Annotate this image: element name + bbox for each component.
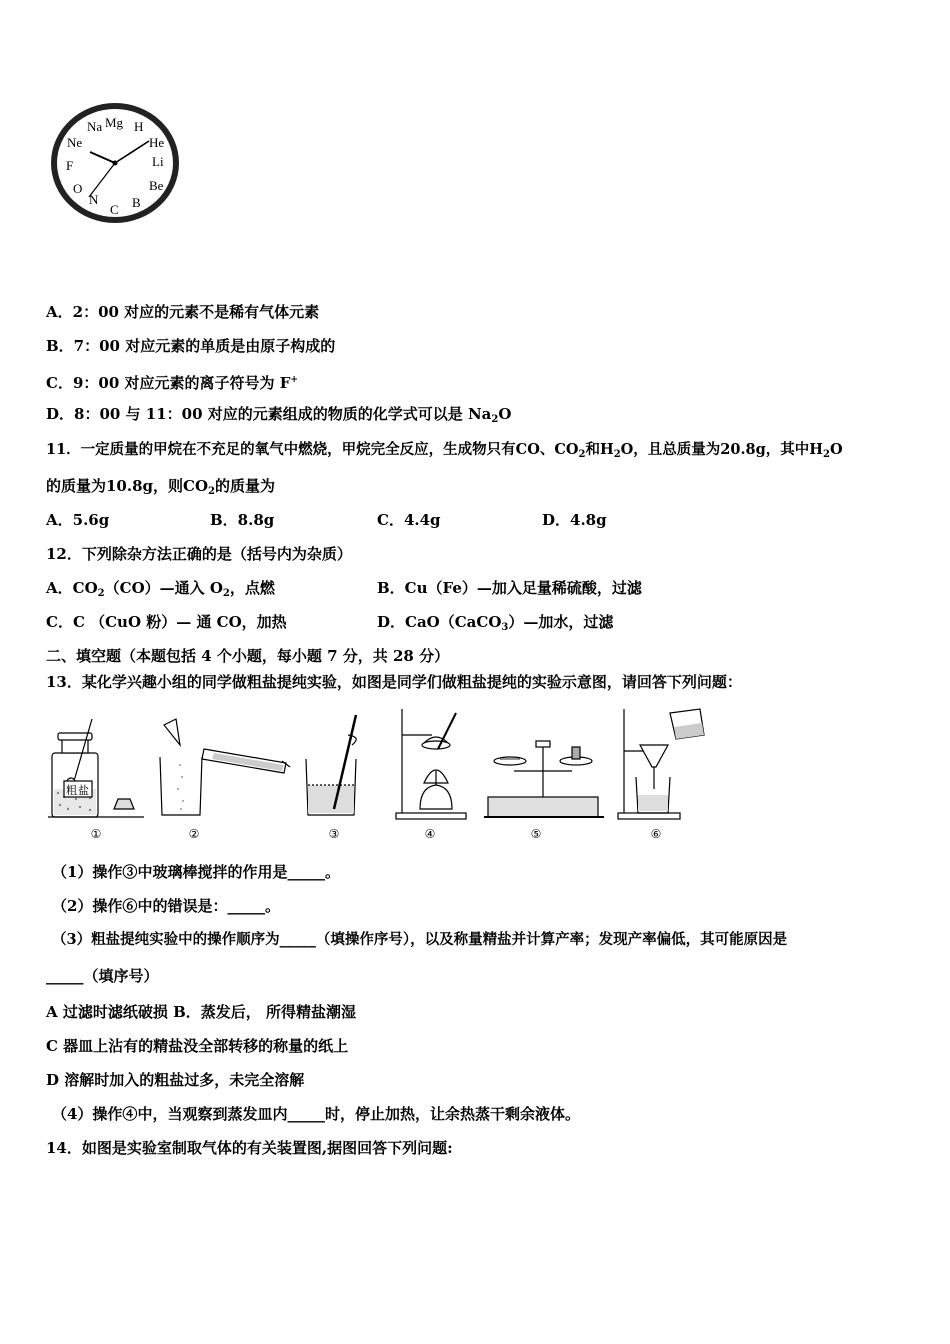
q14-stem: 14．如图是实验室制取气体的有关装置图,据图回答下列问题: xyxy=(46,1139,453,1157)
q13-sub-3-line2: _____（填序号） xyxy=(46,967,159,985)
q11-option-a: A．5.6g xyxy=(46,511,110,529)
caption-step-2: ② xyxy=(188,827,200,841)
clock-label-h: H xyxy=(134,119,144,134)
step-6-filtering xyxy=(618,709,704,819)
q13-sub-3-line1: （3）粗盐提纯实验中的操作顺序为_____（填操作序号），以及称量精盐并计算产率；发现产率偏低，其可能原因是 xyxy=(52,931,788,948)
caption-step-1: ① xyxy=(90,827,102,841)
clock-label-ne: Ne xyxy=(67,135,83,150)
q11-stem-line1: 11．一定质量的甲烷在不充足的氧气中燃烧，甲烷完全反应，生成物只有CO、$CO_2$和$H_2O$，且总质量为20.8g，其中$H_2O$ xyxy=(46,441,843,460)
q13-option-d: D 溶解时加入的粗盐过多，未完全溶解 xyxy=(46,1071,305,1089)
q12-option-c: C．C （CuO 粉）— 通 CO，加热 xyxy=(46,613,287,631)
q10-option-b: B．7：00 对应元素的单质是由原子构成的 xyxy=(46,337,336,355)
q11-stem-line2: 的质量为10.8g，则$CO_2$的质量为 xyxy=(46,477,276,497)
q12-option-a: A．$CO_2(CO)—$通入 $O_2$，点燃 xyxy=(46,579,275,599)
clock-label-f: F xyxy=(66,158,74,173)
clock-label-mg: Mg xyxy=(105,115,124,130)
q13-sub-4: （4）操作④中，当观察到蒸发皿内_____时，停止加热，让余热蒸干剩余液体。 xyxy=(52,1105,580,1123)
clock-label-b: B xyxy=(132,195,141,210)
q10-option-a: A．2：00 对应的元素不是稀有气体元素 xyxy=(46,303,320,321)
clock-label-he: He xyxy=(149,135,165,150)
clock-label-c: C xyxy=(110,202,119,217)
step-2-adding-water xyxy=(160,719,290,815)
jar-label-char-2: 盐 xyxy=(78,784,89,797)
element-clock-figure xyxy=(48,100,182,226)
q11-option-d: D．4.8g xyxy=(542,511,607,529)
caption-step-4: ④ xyxy=(424,827,436,841)
q13-option-c: C 器皿上沾有的精盐没全部转移的称量的纸上 xyxy=(46,1037,349,1055)
q13-stem: 13．某化学兴趣小组的同学做粗盐提纯实验，如图是同学们做粗盐提纯的实验示意图，请回答下列问题： xyxy=(46,673,742,691)
caption-step-3: ③ xyxy=(328,827,340,841)
q10-option-d: D．8：00 与 11：00 对应的元素组成的物质的化学式可以是 $Na_2O$ xyxy=(46,405,512,425)
clock-label-be: Be xyxy=(149,178,164,193)
step-5-weighing-balance xyxy=(484,741,604,817)
clock-label-o: O xyxy=(73,181,83,196)
caption-step-5: ⑤ xyxy=(530,827,542,841)
q11-option-b: B．8.8g xyxy=(210,511,275,529)
q13-sub-2: （2）操作⑥中的错误是：_____。 xyxy=(52,897,280,915)
q10-option-c: C．9：00 对应元素的离子符号为 F+ xyxy=(46,374,298,392)
section-2-heading: 二、填空题（本题包括 4 个小题，每小题 7 分，共 28 分） xyxy=(46,647,450,665)
step-4-evaporating xyxy=(396,709,466,819)
q11-option-c: C．4.4g xyxy=(377,511,441,529)
caption-step-6: ⑥ xyxy=(650,827,662,841)
step-3-stirring xyxy=(306,715,356,815)
q13-sub-1: （1）操作③中玻璃棒搅拌的作用是_____。 xyxy=(52,863,340,881)
q13-option-a-b: A 过滤时滤纸破损 B．蒸发后， 所得精盐潮湿 xyxy=(46,1003,356,1021)
jar-label-char-1: 粗 xyxy=(66,784,77,797)
salt-purification-apparatus-figure xyxy=(44,705,724,845)
clock-label-n: N xyxy=(89,192,99,207)
q12-option-d: D．CaO（CaCO$_3$）—加水，过滤 xyxy=(377,613,614,633)
q12-stem: 12．下列除杂方法正确的是（括号内为杂质） xyxy=(46,545,352,563)
q12-option-b: B．Cu（Fe）—加入足量稀硫酸，过滤 xyxy=(377,579,642,597)
clock-label-na: Na xyxy=(87,119,103,134)
clock-label-li: Li xyxy=(152,154,164,169)
step-1-dissolving-reagent-jar xyxy=(48,719,144,817)
